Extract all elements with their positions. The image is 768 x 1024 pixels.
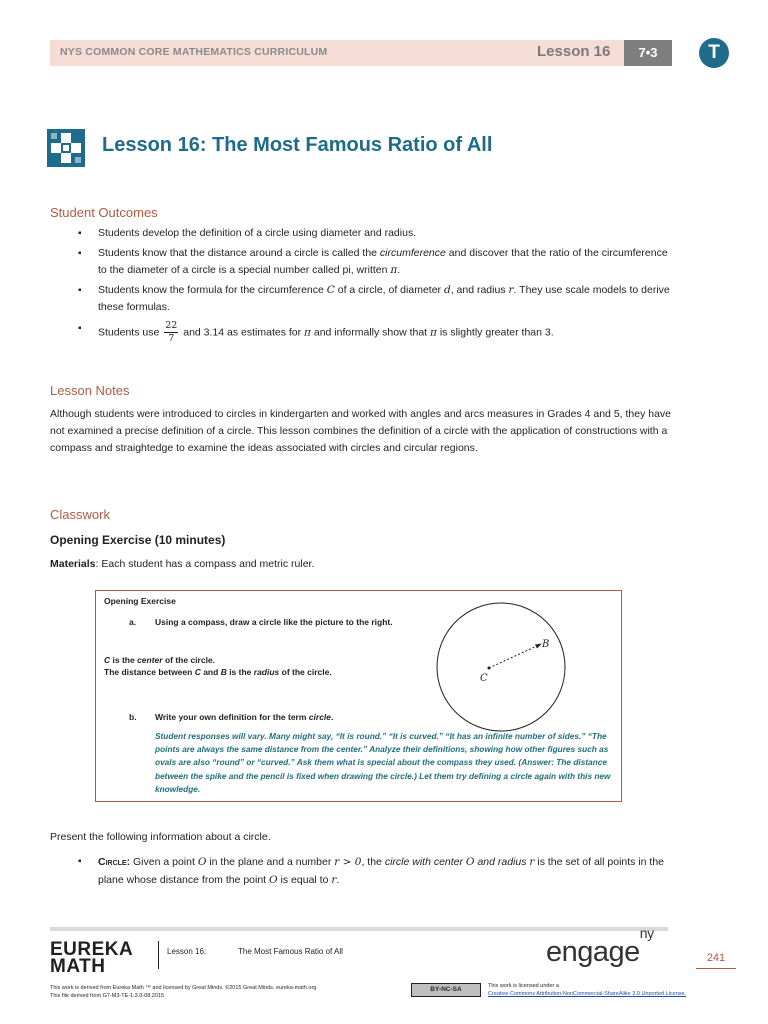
footer-credit: This work is derived from Eureka Math ™ and licensed by Great Minds. ©2015 Great Minds. eureka-math.org bbox=[50, 985, 317, 991]
part-a-letter: a. bbox=[129, 617, 137, 627]
center-definition: C is the center of the circle. bbox=[104, 655, 216, 665]
cc-license-badge[interactable]: BY-NC-SA bbox=[411, 983, 481, 997]
notes-heading: Lesson Notes bbox=[50, 383, 130, 398]
engageny-logo: engage$^{ny}$ bbox=[546, 925, 654, 968]
fraction-22-7: $\frac{22}{7}$ bbox=[165, 320, 178, 344]
radius-arrowhead bbox=[535, 644, 542, 649]
notes-paragraph: Although students were introduced to circles in kindergarten and worked with angles and arcs measures in Grades 4 and 5, they have not examined a precise definition of a circle. This lesson combines the definition of a circle with the application of constructions with a compass and straightedge to examine the ideas associated with circles and circular regions. bbox=[50, 408, 672, 454]
center-point bbox=[488, 667, 491, 670]
outcomes-list bbox=[78, 225, 678, 348]
part-a-text: Using a compass, draw a circle like the picture to the right. bbox=[155, 617, 393, 627]
footer-lesson: Lesson 16: bbox=[167, 947, 207, 956]
footer-divider bbox=[50, 927, 668, 931]
page-number: 241 bbox=[706, 952, 726, 964]
circle-diagram bbox=[434, 599, 594, 759]
part-b-text: Write your own definition for the term circle. bbox=[155, 712, 334, 722]
teacher-answer-note: Student responses will vary. Many might say, “It is round.” “It is curved.” “It has an infinite number of sides.” “The points are always the same distance from the center.” Analyze their definitions, showing how other figures such as ovals are also “round” or “curved.” Ask them what is special about the compass they used. (Answer: The distance between the spike and the pencil is fixed when drawing the circle.) Let them try defining a circle again with this new knowledge. bbox=[155, 731, 611, 794]
footer-separator bbox=[158, 941, 159, 969]
license-link[interactable]: Creative Commons Attribution-NonCommercial-ShareAlike 3.0 Unported License. bbox=[488, 991, 687, 997]
outcome-item: ▪ Students know that the distance around a circle is called the circumference and discover that the ratio of the circumference to the diameter of a circle is a special number called pi, written π. bbox=[78, 245, 678, 279]
present-instruction: Present the following information about a circle. bbox=[50, 831, 271, 843]
outcomes-heading: Student Outcomes bbox=[50, 205, 158, 220]
lesson-icon bbox=[47, 129, 85, 167]
circle-definition: ▪ Circle: Given a point O in the plane and a number r > 0, the circle with center O and radius r is the set of all points in the plane whose distance from the point O is equal to r. bbox=[78, 853, 678, 889]
materials-line: Materials: Each student has a compass and metric ruler. bbox=[50, 558, 315, 570]
point-b-label: B bbox=[542, 639, 550, 650]
teacher-edition-badge: T bbox=[699, 38, 729, 68]
exercise-label: Opening Exercise bbox=[104, 596, 176, 606]
point-c-label: C bbox=[480, 673, 488, 684]
eureka-math-logo: EUREKA MATH bbox=[50, 939, 134, 977]
footer-title: The Most Famous Ratio of All bbox=[238, 947, 343, 956]
outcome-item: ▪ Students know the formula for the circumference C of a circle, of diameter d, and radius r. They use scale models to derive these formulas. bbox=[78, 282, 678, 316]
circle-outline bbox=[437, 603, 565, 731]
page-number-rule bbox=[696, 968, 736, 969]
header-lesson-label: Lesson 16 bbox=[537, 43, 611, 60]
part-b-letter: b. bbox=[129, 712, 137, 722]
radius-line bbox=[489, 645, 539, 668]
outcome-item: ▪ Students use $\frac{22}{7}$ and 3.14 as estimates for π and informally show that π is slightly greater than 3. bbox=[78, 320, 678, 345]
radius-definition: The distance between C and B is the radius of the circle. bbox=[104, 667, 332, 677]
exercise-box bbox=[95, 590, 622, 802]
opening-exercise-title: Opening Exercise (10 minutes) bbox=[50, 533, 226, 547]
classwork-heading: Classwork bbox=[50, 507, 110, 522]
footer-file-credit: This file derived from G7-M3-TE-1.3.0-08.2015 bbox=[50, 993, 165, 999]
license-text: This work is licensed under a bbox=[488, 983, 559, 989]
module-badge: 7•3 bbox=[624, 40, 672, 66]
outcome-item: ▪ Students develop the definition of a circle using diameter and radius. bbox=[78, 225, 678, 242]
page-title: Lesson 16: The Most Famous Ratio of All bbox=[102, 134, 493, 156]
curriculum-label: NYS COMMON CORE MATHEMATICS CURRICULUM bbox=[60, 46, 328, 58]
